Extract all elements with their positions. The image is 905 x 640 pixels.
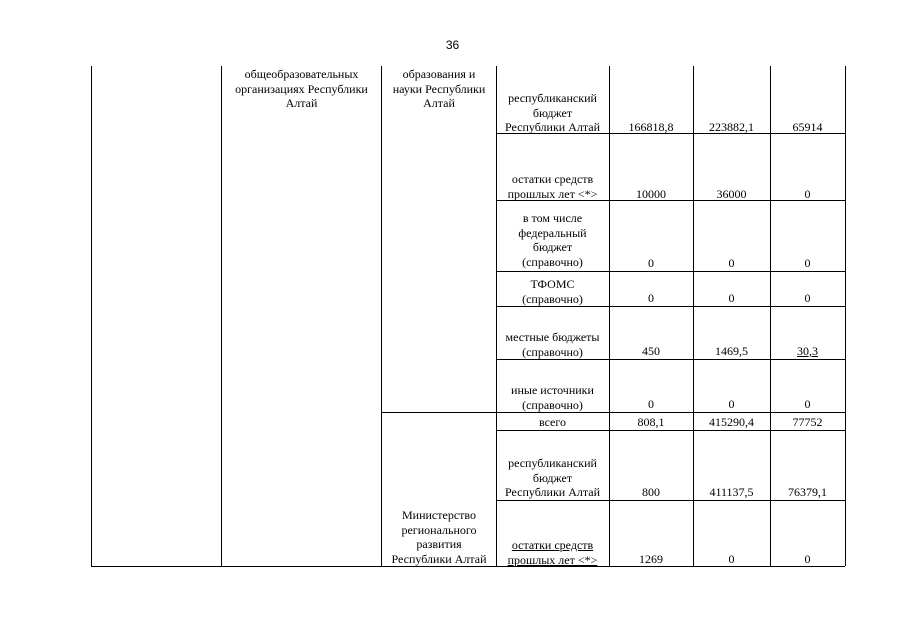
value-cell: 411137,5: [709, 485, 754, 499]
value-cell: 0: [728, 256, 735, 270]
value-cell: 1269: [639, 552, 663, 566]
source-cell: ТФОМС (справочно): [522, 277, 583, 306]
value-cell: 65914: [792, 120, 823, 134]
value-cell: 0: [648, 256, 654, 270]
value-cell: 800: [642, 485, 660, 499]
source-cell: остатки средств прошлых лет <*>: [507, 172, 598, 201]
source-cell: республиканский бюджет Республики Алтай: [505, 91, 600, 134]
value-cell: 808,1: [637, 415, 665, 429]
org-cell: общеобразовательных организациях Республики Алтай: [235, 67, 368, 110]
table-border-left: [91, 66, 92, 566]
source-cell: иные источники (справочно): [511, 383, 594, 412]
row-divider: [496, 306, 845, 307]
value-cell: 10000: [636, 187, 666, 201]
value-cell: 223882,1: [709, 120, 754, 134]
value-cell: 0: [648, 291, 654, 305]
row-divider: [496, 430, 845, 431]
table-border-right: [845, 66, 846, 566]
source-cell: республиканский бюджет Республики Алтай: [505, 456, 600, 499]
executor-cell: Министерство регионального развития Республики Алтай: [391, 508, 487, 566]
value-cell: 36000: [716, 187, 747, 201]
value-cell: 0: [648, 397, 654, 411]
value-cell: 415290,4: [709, 415, 754, 429]
source-cell: в том числе федеральный бюджет (справочно): [518, 211, 587, 269]
row-divider: [496, 500, 845, 501]
row-divider: [496, 271, 845, 272]
row-divider: [381, 412, 845, 413]
value-cell: 76379,1: [788, 485, 827, 499]
value-cell: 0: [728, 552, 735, 566]
value-cell: 0: [804, 397, 811, 411]
value-cell: 1469,5: [715, 344, 748, 358]
value-cell: 166818,8: [628, 120, 674, 134]
source-cell: всего: [538, 415, 567, 429]
table-divider: [221, 66, 222, 566]
value-cell: 0: [804, 291, 811, 305]
value-cell: 0: [804, 256, 811, 270]
value-cell: 0: [728, 291, 735, 305]
source-cell: остатки средств прошлых лет <*>: [507, 538, 598, 567]
value-cell: 0: [804, 552, 811, 566]
value-cell: 0: [804, 187, 811, 201]
value-cell: 30,3: [797, 344, 818, 358]
source-cell: местные бюджеты (справочно): [505, 330, 600, 359]
row-divider: [496, 359, 845, 360]
table-divider: [381, 66, 382, 566]
value-cell: 450: [642, 344, 660, 358]
executor-cell: образования и науки Республики Алтай: [392, 67, 486, 110]
value-cell: 0: [728, 397, 735, 411]
page-number: 36: [445, 38, 460, 52]
value-cell: 77752: [792, 415, 823, 429]
